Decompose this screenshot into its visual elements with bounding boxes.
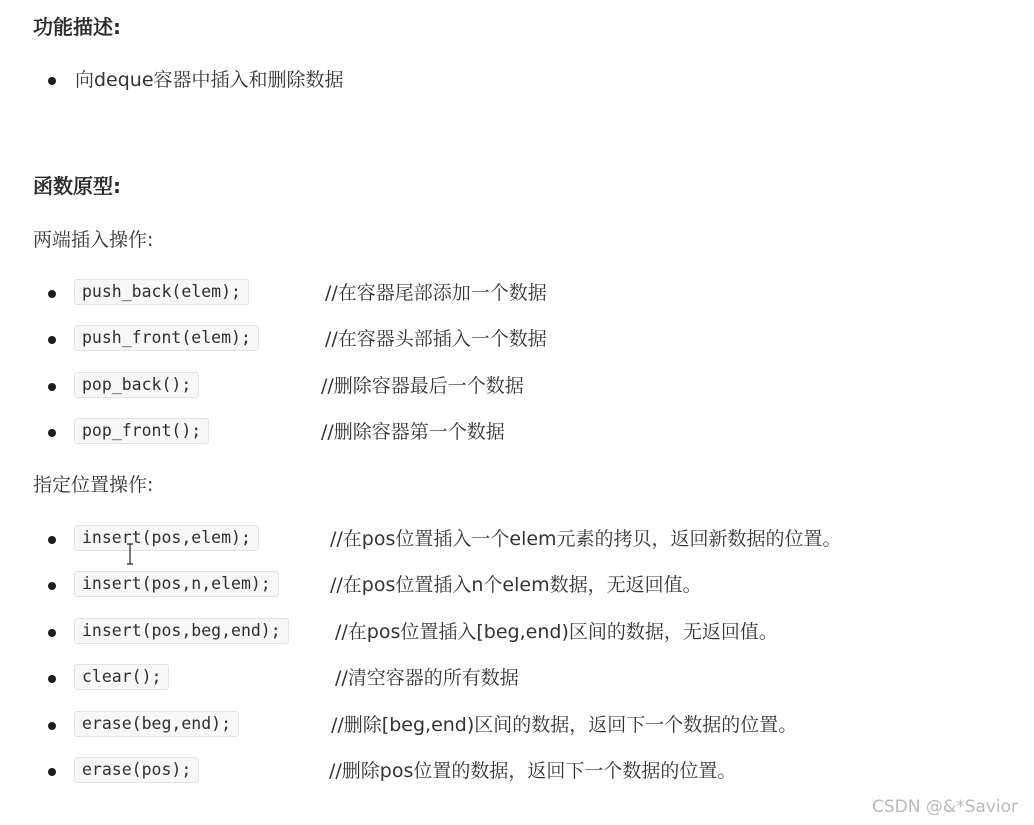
list-item [48,755,1018,789]
code-snippet: erase(beg,end); [74,711,239,737]
list-item [48,370,1018,404]
code-comment: //删除pos位置的数据，返回下一个数据的位置。 [329,760,737,782]
code-comment: //在容器尾部添加一个数据 [325,282,547,304]
bullet-dot-icon [48,582,56,590]
bullet-dot-icon [48,429,56,437]
list-item [48,616,1018,650]
code-snippet: insert(pos,elem); [74,525,259,551]
code-snippet: pop_back(); [74,372,199,398]
description-item-text: 向deque容器中插入和删除数据 [75,69,344,91]
code-comment: //删除容器最后一个数据 [321,375,524,397]
code-snippet: push_back(elem); [74,279,249,305]
code-comment: //删除[beg,end)区间的数据，返回下一个数据的位置。 [331,714,798,736]
bullet-dot-icon [48,290,56,298]
code-comment: //删除容器第一个数据 [321,421,505,443]
code-snippet: insert(pos,n,elem); [74,571,279,597]
bullet-dot-icon [48,768,56,776]
text-cursor-icon [126,543,134,565]
list-item [48,416,1018,450]
list-item [48,277,1018,311]
watermark: CSDN @&*Savior [871,797,1018,817]
list-item [48,323,1018,357]
code-comment: //在pos位置插入[beg,end)区间的数据，无返回值。 [335,621,778,643]
bullet-dot-icon [48,77,56,85]
code-snippet: insert(pos,beg,end); [74,618,289,644]
code-snippet: push_front(elem); [74,325,259,351]
bullet-dot-icon [48,383,56,391]
code-snippet: erase(pos); [74,757,199,783]
position-operations-heading: 指定位置操作: [33,474,154,496]
bullet-dot-icon [48,629,56,637]
bullet-dot-icon [48,336,56,344]
code-comment: //在pos位置插入n个elem数据，无返回值。 [330,574,702,596]
bullet-dot-icon [48,722,56,730]
code-snippet: pop_front(); [74,418,209,444]
bullet-dot-icon [48,675,56,683]
description-item [48,64,1018,98]
code-snippet: clear(); [74,664,169,690]
code-comment: //在pos位置插入一个elem元素的拷贝，返回新数据的位置。 [330,528,842,550]
code-comment: //清空容器的所有数据 [335,667,519,689]
ends-operations-heading: 两端插入操作: [33,229,154,251]
list-item [48,569,1018,603]
list-item [48,662,1018,696]
code-comment: //在容器头部插入一个数据 [325,328,547,350]
list-item [48,523,1018,557]
description-heading: 功能描述: [33,15,121,39]
list-item [48,709,1018,743]
bullet-dot-icon [48,536,56,544]
prototype-heading: 函数原型: [33,174,121,198]
